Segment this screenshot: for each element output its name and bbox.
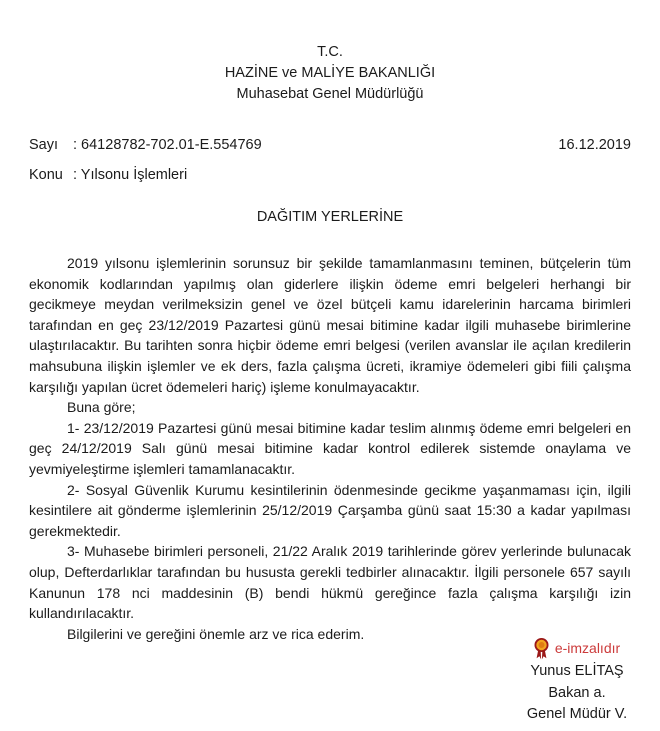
e-signature-label: e-imzalıdır bbox=[554, 640, 621, 657]
body-paragraph-1: 2019 yılsonu işlemlerinin sorunsuz bir şekilde tamamlanmasını teminen, bütçelerin tüm ekonomik kodlarından yapılmış olan giderlere ilişkin ödeme emri belgeleri herhangi bir gecikmeye meydan verilmeksizin genel ve özel bütçeli kamu idarelerinin harcama birimleri tarafından en geç 23/12/2019 Pazartesi günü mesai bitimine kadar ilgili muhasebe birimlerine ulaştırılacaktır. Bu tarihten sonra hiçbir ödeme emri belgesi (verilen avanslar ile açılan kredilerin mahsubuna ilişkin işlemler ve ek ders, fazla çalışma ücreti, ikramiye ödemeleri gibi fiili çalışma karşılığı yapılan ücret ödemeleri hariç) işleme konulmayacaktır. bbox=[29, 255, 631, 395]
signatory-title-2: Genel Müdür V. bbox=[526, 706, 628, 722]
sayi-row bbox=[29, 135, 631, 156]
signatory-name: Yunus ELİTAŞ bbox=[530, 663, 624, 679]
document-date: 16.12.2019 bbox=[558, 137, 631, 153]
body-list-item-1: 1- 23/12/2019 Pazartesi günü mesai bitimine kadar teslim alınmış ödeme emri belgeleri en geç 24/12/2019 Salı günü mesai bitimine kadar kontrol edilerek sistemde onaylama ve yevmiyeleştirme işlemleri tamamlanacaktır. bbox=[29, 419, 631, 477]
document-body bbox=[29, 253, 631, 644]
body-list-item-3: 3- Muhasebe birimleri personeli, 21/22 Aralık 2019 tarihlerinde görev yerlerinde bulunacak olup, Defterdarlıklar tarafından bu hususta gerekli tedbirler alınacaktır. İlgili personele 657 sayılı Kanunun 178 nci maddesinin (B) bendi hükmü gereğince fazla çalışma karşılığı izin kullandırılacaktır. bbox=[29, 543, 631, 622]
konu-value: : Yılsonu İşlemleri bbox=[73, 167, 188, 183]
e-signature-ribbon-icon bbox=[534, 638, 549, 660]
letterhead-ministry: HAZİNE ve MALİYE BAKANLIĞI bbox=[224, 65, 436, 81]
ministry-letterhead bbox=[29, 42, 631, 105]
sayi-label: Sayı bbox=[29, 137, 59, 153]
document-meta bbox=[29, 135, 631, 186]
document-title: DAĞITIM YERLERİNE bbox=[256, 209, 404, 225]
body-list-item-2: 2- Sosyal Güvenlik Kurumu kesintilerinin ödenmesinde gecikme yaşanmaması için, ilgili kesintilere ait gönderme işlemlerinin 25/12/2019 Çarşamba günü saat 15:30 a kadar yapılması gerekmektedir. bbox=[29, 481, 631, 539]
signature-block bbox=[494, 637, 660, 726]
letterhead-republic: T.C. bbox=[317, 44, 343, 60]
body-closing-line: Bilgilerini ve gereğini önemle arz ve rica ederim. bbox=[67, 625, 365, 642]
esign-row bbox=[494, 637, 660, 661]
sayi-value: : 64128782-702.01-E.554769 bbox=[73, 137, 262, 153]
signatory-title-1: Bakan a. bbox=[548, 684, 606, 701]
konu-label: Konu bbox=[29, 167, 63, 183]
letterhead-directorate: Muhasebat Genel Müdürlüğü bbox=[236, 86, 424, 102]
konu-row bbox=[29, 165, 631, 186]
body-lead-in: Buna göre; bbox=[67, 399, 136, 416]
